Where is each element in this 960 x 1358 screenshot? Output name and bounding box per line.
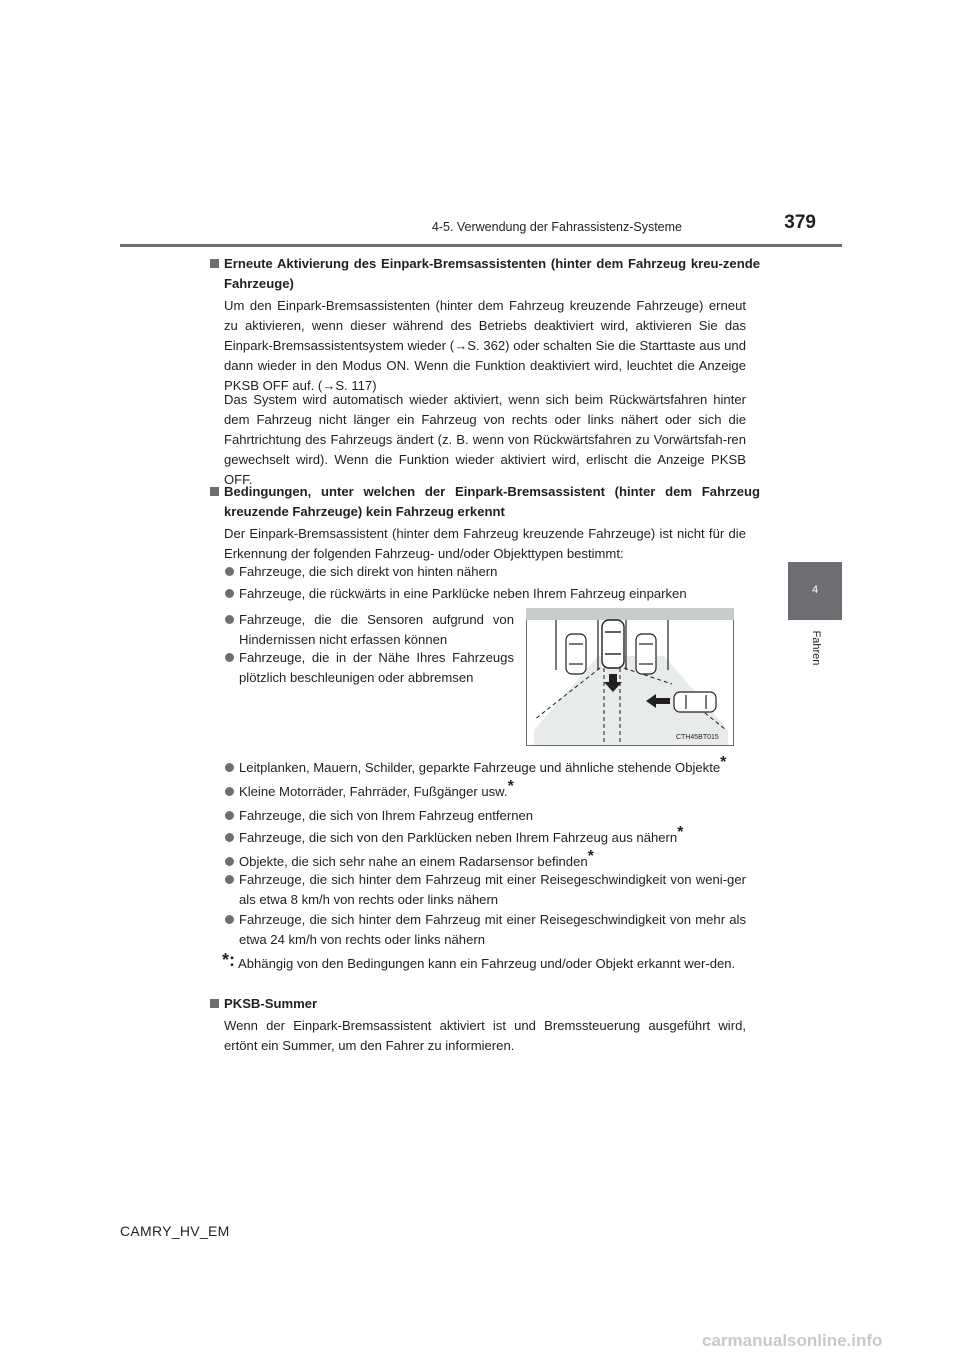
car-left-icon bbox=[566, 634, 586, 674]
paragraph-pksb-buzzer: Wenn der Einpark-Bremsassistent aktiviert ist und Bremssteuerung ausgeführt wird, ertönt ein Summer, um den Fahrer zu informieren. bbox=[224, 1018, 746, 1053]
list-item bbox=[224, 562, 746, 582]
chapter-label-wrap bbox=[806, 628, 826, 670]
list-item-text: Fahrzeuge, die sich hinter dem Fahrzeug mit einer Reisegeschwindigkeit von mehr als etwa 24 km/h von rechts oder links nähern bbox=[239, 912, 746, 947]
footnote-marker: *: bbox=[222, 950, 235, 970]
asterisk-marker: * bbox=[587, 848, 594, 865]
list-item bbox=[224, 806, 746, 826]
figure-code: CTH45BT015 bbox=[676, 734, 719, 741]
own-car-icon bbox=[602, 620, 624, 668]
list-item-text: Fahrzeuge, die sich direkt von hinten nähern bbox=[239, 564, 498, 579]
footnote-text: Abhängig von den Bedingungen kann ein Fahrzeug und/oder Objekt erkannt wer-den. bbox=[238, 956, 736, 971]
list-item-text: Fahrzeuge, die die Sensoren aufgrund von Hindernissen nicht erfassen können bbox=[239, 612, 514, 647]
list-item bbox=[224, 824, 746, 848]
asterisk-marker: * bbox=[720, 754, 727, 771]
list-item bbox=[224, 648, 514, 688]
heading-pksb-buzzer: PKSB-Summer bbox=[210, 994, 760, 1014]
list-item bbox=[224, 754, 746, 778]
list-item-text: Fahrzeuge, die in der Nähe Ihres Fahrzeugs plötzlich beschleunigen oder abbremsen bbox=[239, 650, 514, 685]
paragraph-reactivation-2: Das System wird automatisch wieder aktiviert, wenn sich beim Rückwärtsfahren hinter dem Fahrzeug nicht länger ein Fahrzeug von rechts oder links nähert oder sich die Fahrtrichtung des Fahrzeugs ändert (z. B. wenn von Rückwärtsfahren zu Vorwärtsfah-ren gewechselt wird). Wenn die Funktion wieder aktiviert wird, erlischt die Anzeige PKSB OFF. bbox=[224, 392, 746, 487]
approaching-car-icon bbox=[674, 692, 716, 712]
section-title: 4-5. Verwendung der Fahrassistenz-Systeme bbox=[431, 220, 682, 234]
list-item bbox=[224, 778, 746, 802]
page-number: 379 bbox=[784, 212, 816, 233]
chapter-label: Fahren bbox=[810, 630, 822, 666]
chapter-tab bbox=[788, 562, 842, 620]
watermark-logo bbox=[702, 1328, 952, 1352]
heading-conditions: Bedingungen, unter welchen der Einpark-Bremsassistent (hinter dem Fahrzeug kreuzende Fahrzeuge) kein Fahrzeug erkennt bbox=[210, 482, 760, 522]
asterisk-marker: * bbox=[507, 778, 514, 795]
list-item bbox=[224, 870, 746, 910]
list-item bbox=[224, 910, 746, 950]
header-divider bbox=[120, 244, 842, 247]
footer-model-code: CAMRY_HV_EM bbox=[120, 1223, 230, 1239]
list-item-text: Kleine Motorräder, Fahrräder, Fußgänger usw. bbox=[239, 784, 508, 799]
car-right-icon bbox=[636, 634, 656, 674]
svg-text:carmanualsonline.info: carmanualsonline.info bbox=[702, 1331, 883, 1350]
list-item bbox=[224, 584, 746, 604]
parking-illustration bbox=[526, 608, 734, 746]
heading-reactivation: Erneute Aktivierung des Einpark-Bremsassistenten (hinter dem Fahrzeug kreu-zende Fahrzeuge) bbox=[210, 254, 760, 294]
list-item-text: Fahrzeuge, die rückwärts in eine Parklücke neben Ihrem Fahrzeug einparken bbox=[239, 586, 687, 601]
footnote bbox=[222, 950, 746, 974]
list-item-text: Fahrzeuge, die sich von den Parklücken neben Ihrem Fahrzeug aus nähern bbox=[239, 830, 678, 845]
list-item-text: Fahrzeuge, die sich von Ihrem Fahrzeug entfernen bbox=[239, 808, 534, 823]
asterisk-marker: * bbox=[677, 824, 684, 841]
paragraph-conditions-intro: Der Einpark-Bremsassistent (hinter dem Fahrzeug kreuzende Fahrzeuge) ist nicht für die Erkennung der folgenden Fahrzeug- und/oder Objekttypen bestimmt: bbox=[224, 526, 746, 561]
list-item bbox=[224, 610, 514, 650]
list-item-text: Objekte, die sich sehr nahe an einem Radarsensor befinden bbox=[239, 854, 588, 869]
chapter-number: 4 bbox=[811, 584, 819, 596]
list-item-text: Fahrzeuge, die sich hinter dem Fahrzeug mit einer Reisegeschwindigkeit von weni-ger als etwa 8 km/h von rechts oder links nähern bbox=[239, 872, 746, 907]
paragraph-reactivation-1: Um den Einpark-Bremsassistenten (hinter dem Fahrzeug kreuzende Fahrzeuge) erneut zu aktivieren, wenn dieser während des Betriebs deaktiviert wird, aktivieren Sie das Einpark-Bremsassistentsystem wieder (→S. 362) oder schalten Sie die Starttaste aus und dann wieder in den Modus ON. Wenn die Funktion deaktiviert wird, leuchtet die Anzeige PKSB OFF auf. (→S. 117) bbox=[224, 298, 746, 393]
list-item-text: Leitplanken, Mauern, Schilder, geparkte Fahrzeuge und ähnliche stehende Objekte bbox=[239, 760, 721, 775]
list-item bbox=[224, 848, 746, 872]
